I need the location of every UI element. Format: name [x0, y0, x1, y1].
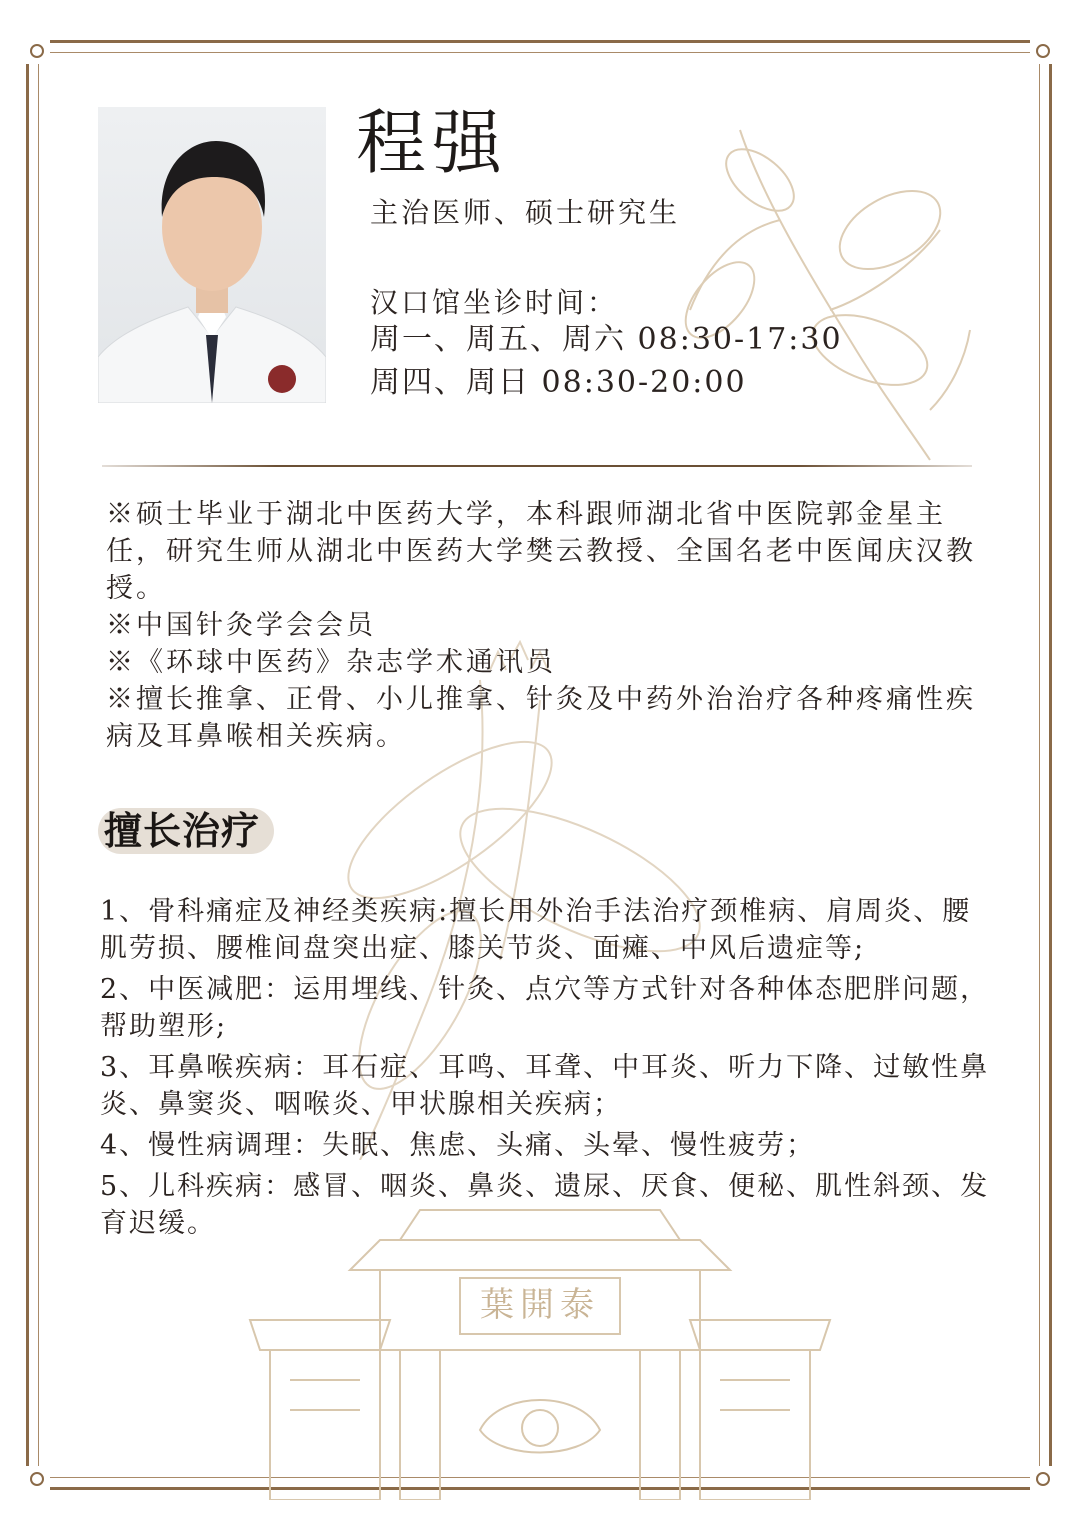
- treatment-item: 1、骨科痛症及神经类疾病:擅长用外治手法治疗颈椎病、肩周炎、腰肌劳损、腰椎间盘突出症、膝关节炎、面瘫、中风后遗症等;: [100, 896, 972, 964]
- schedule-line-1: 周一、周五、周六 08:30-17:30: [370, 322, 843, 357]
- specialty-heading: [98, 806, 266, 856]
- treatment-item: 3、耳鼻喉疾病：耳石症、耳鸣、耳聋、中耳炎、听力下降、过敏性鼻炎、鼻窦炎、咽喉炎、甲状腺相关疾病；: [100, 1052, 990, 1120]
- frame-corner-ornament: [24, 38, 50, 64]
- treatment-item: 5、儿科疾病：感冒、咽炎、鼻炎、遗尿、厌食、便秘、肌性斜颈、发育迟缓。: [100, 1171, 990, 1239]
- doctor-photo: [98, 107, 326, 403]
- specialty-heading-text: 擅长治疗: [104, 809, 261, 853]
- frame-corner-ornament: [24, 1466, 50, 1492]
- frame-corner-ornament: [1030, 38, 1056, 64]
- doctor-name: 程强: [356, 102, 508, 184]
- bio-item: ※《环球中医药》杂志学术通讯员: [106, 647, 556, 678]
- gate-plaque-text: 葉開泰: [480, 1285, 600, 1325]
- treatment-item: 2、中医减肥：运用埋线、针灸、点穴等方式针对各种体态肥胖问题，帮助塑形;: [100, 974, 990, 1042]
- bio-item: ※中国针灸学会会员: [106, 610, 376, 641]
- schedule-label: 汉口馆坐诊时间：: [370, 286, 619, 319]
- bio-item: ※擅长推拿、正骨、小儿推拿、针灸及中药外治治疗各种疼痛性疾病及耳鼻喉相关疾病。: [106, 684, 976, 752]
- schedule-line-2: 周四、周日 08:30-20:00: [370, 365, 747, 400]
- bio-item: ※硕士毕业于湖北中医药大学，本科跟师湖北省中医院郭金星主任，研究生师从湖北中医药大学樊云教授、全国名老中医闻庆汉教授。: [106, 499, 976, 604]
- frame-corner-ornament: [1030, 1466, 1056, 1492]
- treatment-list: [100, 893, 1000, 1246]
- section-divider: [102, 465, 972, 467]
- doctor-bio: [106, 496, 986, 755]
- doctor-title: 主治医师、硕士研究生: [370, 196, 681, 229]
- treatment-item: 4、慢性病调理：失眠、焦虑、头痛、头晕、慢性疲劳；: [100, 1130, 816, 1161]
- doctor-portrait-icon: [98, 107, 326, 403]
